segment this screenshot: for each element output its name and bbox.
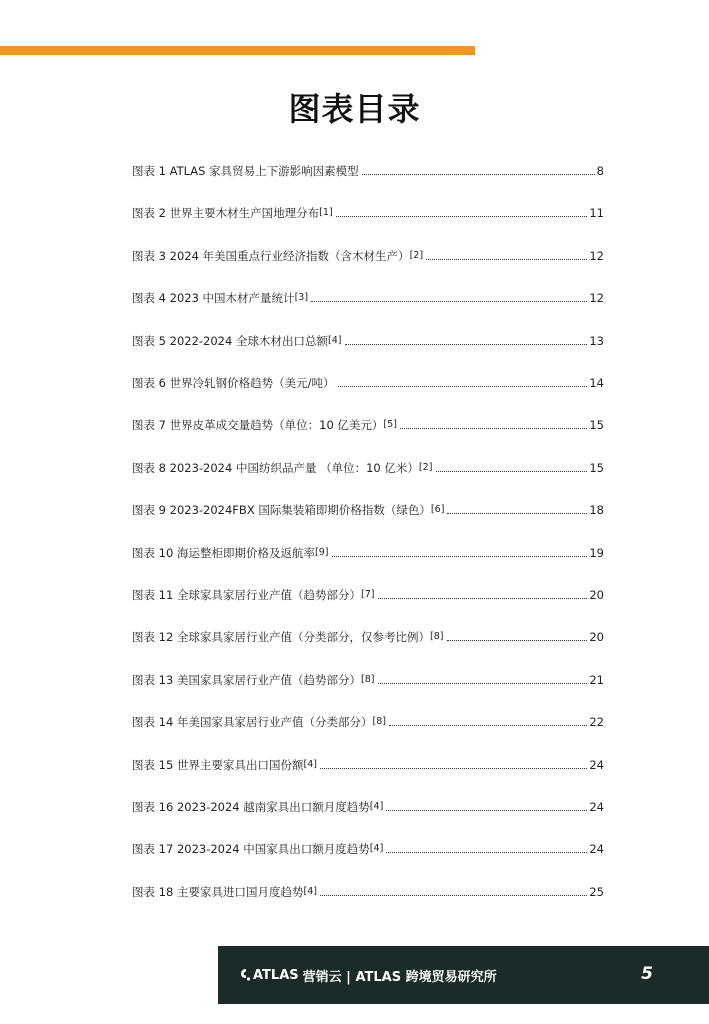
- toc-entry-title: 图表 2 世界主要木材生产国地理分布: [132, 206, 320, 221]
- toc-entry-page: 12: [589, 291, 604, 306]
- toc-entry-reference: [3]: [294, 292, 309, 304]
- toc-dot-leader: [436, 471, 588, 472]
- toc-dot-leader: [386, 810, 587, 811]
- toc-entry[interactable]: [132, 283, 604, 305]
- toc-entry[interactable]: [132, 580, 604, 602]
- toc-dot-leader: [338, 386, 588, 387]
- toc-entry-page: 24: [589, 800, 604, 814]
- footer-banner: [218, 946, 709, 1004]
- toc-entry[interactable]: [132, 538, 604, 560]
- page-number: 5: [641, 964, 653, 984]
- toc-entry-title: 图表 5 2022-2024 全球木材出口总额: [132, 333, 328, 348]
- toc-dot-leader: [426, 259, 587, 260]
- toc-dot-leader: [378, 683, 588, 684]
- toc-dot-leader: [447, 513, 587, 514]
- toc-entry-reference: [7]: [360, 589, 375, 600]
- toc-entry-reference: [2]: [409, 249, 424, 261]
- toc-entry-title: 图表 4 2023 中国木材产量统计: [132, 291, 295, 306]
- toc-entry-reference: [2]: [418, 461, 433, 473]
- toc-entry-reference: [8]: [429, 631, 444, 643]
- toc-entry-reference: [5]: [383, 419, 397, 431]
- toc-entry[interactable]: [132, 622, 604, 644]
- toc-dot-leader: [332, 556, 588, 557]
- toc-entry[interactable]: [132, 665, 604, 687]
- toc-entry-page: 24: [589, 842, 604, 857]
- toc-entry-title: 图表 6 世界冷轧钢价格趋势（美元/吨）: [132, 376, 335, 390]
- toc-entry-page: 8: [596, 164, 604, 178]
- toc-entry-page: 21: [589, 672, 604, 687]
- toc-dot-leader: [345, 344, 588, 345]
- footer-logo: [240, 968, 299, 983]
- toc-entry[interactable]: [132, 326, 604, 348]
- toc-entry-page: 12: [589, 248, 604, 263]
- toc-entry-page: 18: [589, 503, 604, 518]
- toc-entry-page: 19: [589, 545, 604, 560]
- toc-entry-reference: [9]: [314, 546, 329, 558]
- page-title: 图表目录: [288, 90, 421, 128]
- atlas-logo-icon: [240, 968, 252, 982]
- toc-entry-title: 图表 13 美国家具家居行业产值（趋势部分）: [132, 672, 361, 687]
- toc-entry-title: 图表 17 2023-2024 中国家具出口额月度趋势: [132, 842, 370, 857]
- toc-entry-page: 14: [589, 376, 604, 390]
- toc-dot-leader: [362, 174, 595, 175]
- toc-dot-leader: [320, 895, 587, 896]
- footer-title: 营销云 | ATLAS 跨境贸易研究所: [302, 969, 497, 985]
- toc-entry-title: 图表 3 2024 年美国重点行业经济指数（含木材生产）: [132, 248, 410, 263]
- toc-entry-reference: [4]: [369, 801, 384, 812]
- toc-entry-title: 图表 1 ATLAS 家具贸易上下游影响因素模型: [132, 164, 359, 178]
- toc-entry-page: 11: [589, 206, 604, 221]
- toc-entry-page: 24: [589, 757, 604, 772]
- toc-entry-reference: [4]: [327, 334, 342, 346]
- toc-entry-reference: [4]: [303, 885, 318, 897]
- toc-entry[interactable]: [132, 198, 604, 220]
- toc-entry-title: 图表 12 全球家具家居行业产值（分类部分，仅参考比例）: [132, 630, 430, 645]
- toc-entry[interactable]: [132, 156, 604, 178]
- toc-entry[interactable]: [132, 707, 604, 729]
- toc-entry-title: 图表 11 全球家具家居行业产值（趋势部分）: [132, 588, 361, 602]
- toc-entry-page: 15: [589, 460, 604, 475]
- toc-entry-reference: [6]: [430, 504, 445, 516]
- toc-entry-title: 图表 14 年美国家具家居行业产值（分类部分）: [132, 715, 373, 730]
- toc-entry-title: 图表 8 2023-2024 中国纺织品产量 （单位：10 亿米）: [132, 460, 419, 475]
- toc-entry[interactable]: [132, 792, 604, 814]
- toc-dot-leader: [447, 640, 588, 641]
- toc-entry[interactable]: [132, 877, 604, 899]
- toc-entry-reference: [8]: [360, 673, 375, 685]
- toc-dot-leader: [378, 598, 588, 599]
- toc-dot-leader: [386, 852, 587, 853]
- toc-dot-leader: [389, 725, 587, 726]
- toc-entry-reference: [1]: [319, 207, 333, 219]
- toc-entry-title: 图表 18 主要家具进口国月度趋势: [132, 884, 304, 899]
- toc-entry-reference: [4]: [369, 843, 384, 855]
- toc-entry-reference: [8]: [372, 716, 387, 728]
- toc-entry-page: 13: [589, 333, 604, 348]
- toc-entry[interactable]: [132, 495, 604, 517]
- toc-entry-page: 22: [589, 715, 604, 730]
- toc-entry-title: 图表 16 2023-2024 越南家具出口额月度趋势: [132, 800, 370, 814]
- toc-dot-leader: [311, 301, 587, 302]
- toc-entry[interactable]: [132, 834, 604, 856]
- footer-logo-text: ATLAS: [253, 967, 299, 983]
- toc-entry-title: 图表 9 2023-2024FBX 国际集装箱即期价格指数（绿色）: [132, 503, 431, 518]
- toc-entry[interactable]: [132, 241, 604, 263]
- toc-entry[interactable]: [132, 410, 604, 432]
- toc-entry-title: 图表 7 世界皮革成交量趋势（单位：10 亿美元）: [132, 418, 384, 433]
- toc-entry[interactable]: [132, 453, 604, 475]
- toc-entry-reference: [4]: [303, 758, 318, 770]
- toc-dot-leader: [336, 216, 588, 217]
- toc-entry-page: 25: [589, 884, 604, 899]
- toc-entry[interactable]: [132, 750, 604, 772]
- toc-entry-page: 15: [589, 418, 604, 433]
- toc-dot-leader: [320, 768, 587, 769]
- toc-entry[interactable]: [132, 368, 604, 390]
- toc-entry-title: 图表 10 海运整柜即期价格及返航率: [132, 545, 315, 560]
- toc-entry-page: 20: [589, 630, 604, 645]
- orange-accent-bar: [0, 46, 475, 55]
- toc-entry-title: 图表 15 世界主要家具出口国份额: [132, 757, 304, 772]
- toc-entry-page: 20: [589, 588, 604, 602]
- toc-dot-leader: [400, 428, 587, 429]
